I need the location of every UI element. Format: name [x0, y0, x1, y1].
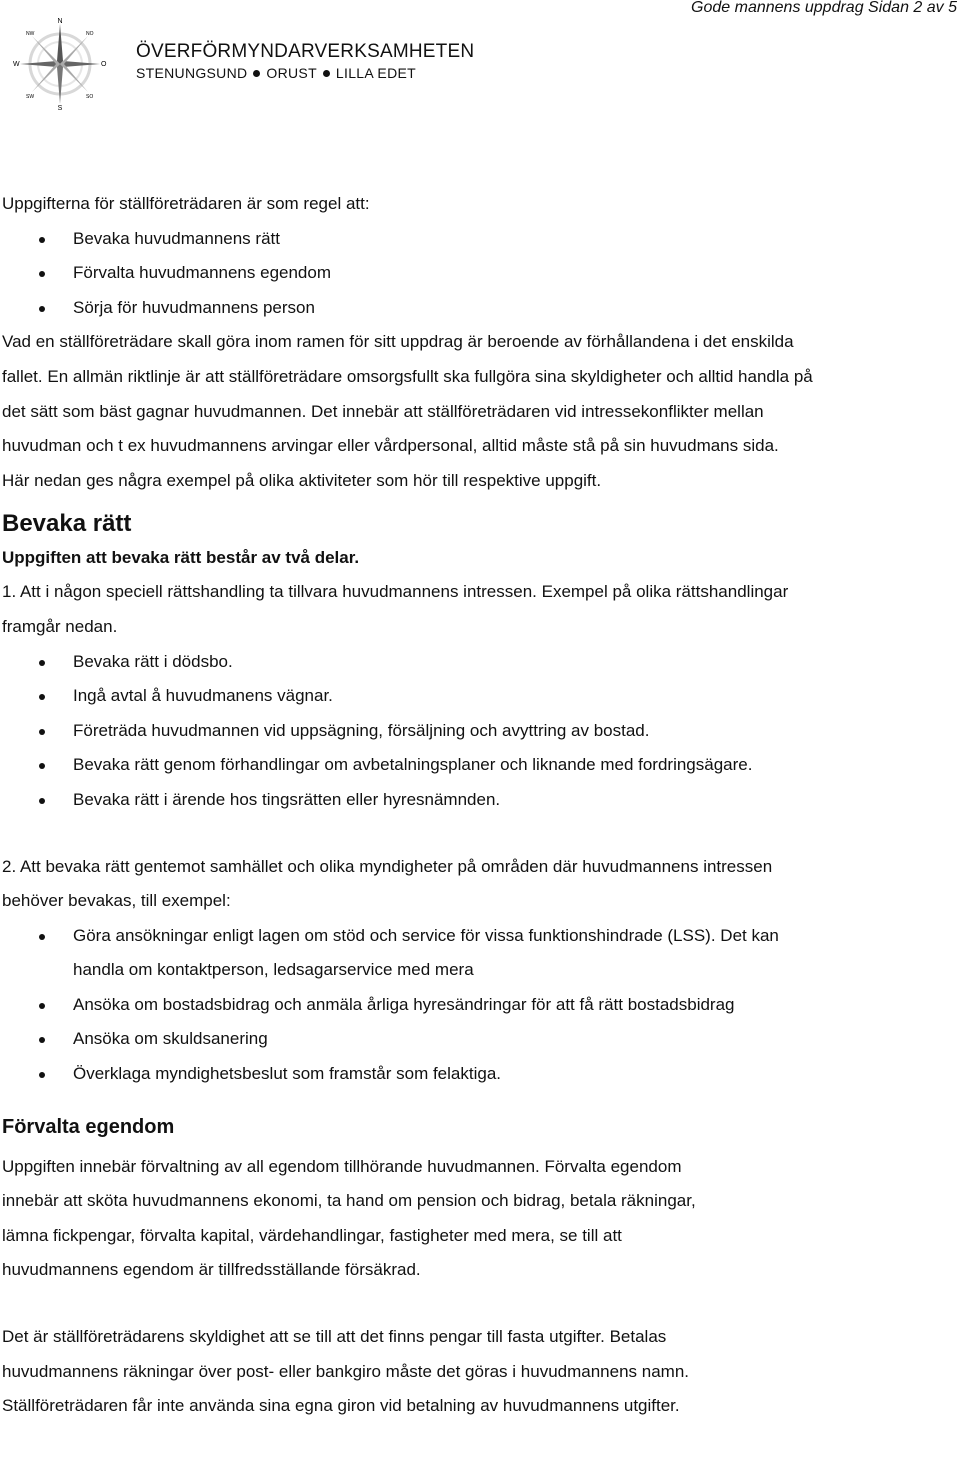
org-place: STENUNGSUND: [136, 65, 248, 81]
list-item: Bevaka rätt i ärende hos tingsrätten eller hyresnämnden.: [2, 783, 957, 818]
separator-dot: [323, 70, 330, 77]
list-item: Bevaka rätt i dödsbo.: [2, 645, 957, 680]
list-item: Överklaga myndighetsbeslut som framstår som felaktiga.: [2, 1057, 957, 1092]
compass-logo: [10, 18, 110, 110]
list-item: Ansöka om bostadsbidrag och anmäla årliga hyresändringar för att få rätt bostadsbidrag: [2, 988, 957, 1023]
compass-so: SO: [86, 94, 94, 100]
intro-line: Vad en ställföreträdare skall göra inom ramen för sitt uppdrag är beroende av förhållandena i det enskilda: [2, 332, 794, 352]
forvalta-line: Ställföreträdaren får inte använda sina egna giron vid betalning av huvudmannens utgifter.: [2, 1396, 680, 1416]
part1-line: 1. Att i någon speciell rättshandling ta tillvara huvudmannens intressen. Exempel på olika rättshandlingar: [2, 582, 789, 602]
part2-line: 2. Att bevaka rätt gentemot samhället och olika myndigheter på områden där huvudmannens intressen: [2, 856, 773, 876]
part1-line: framgår nedan.: [2, 616, 118, 636]
list-item: [2, 919, 957, 988]
section-subtitle-bevaka: Uppgiften att bevaka rätt består av två delar.: [2, 548, 360, 568]
intro-line: fallet. En allmän riktlinje är att ställföreträdare omsorgsfullt ska fullgöra sina skyldigheter och alltid handla på: [2, 366, 813, 386]
part2-line: behöver bevakas, till exempel:: [2, 891, 231, 911]
list-item-line: handla om kontaktperson, ledsagarservice med mera: [73, 960, 474, 980]
compass-w: W: [13, 61, 20, 68]
part1-list: [2, 645, 957, 818]
compass-n: N: [57, 18, 63, 25]
list-item: Bevaka rätt genom förhandlingar om avbetalningsplaner och liknande med fordringsägare.: [2, 748, 957, 783]
intro-line: det sätt som bäst gagnar huvudmannen. Det innebär att ställföreträdaren vid intressekonflikter mellan: [2, 401, 764, 421]
org-place: ORUST: [266, 65, 317, 81]
document-body: [2, 187, 957, 1424]
compass-nw: NW: [26, 31, 35, 37]
separator-dot: [253, 70, 260, 77]
compass-o: O: [101, 61, 107, 68]
list-item: Ansöka om skuldsanering: [2, 1022, 957, 1057]
compass-sw: SW: [26, 94, 35, 100]
forvalta-line: lämna fickpengar, förvalta kapital, värdehandlingar, fastigheter med mera, se till att: [2, 1225, 622, 1245]
forvalta-line: Det är ställföreträdarens skyldighet att se till att det finns pengar till fasta utgifter. Betalas: [2, 1327, 667, 1347]
list-item: Ingå avtal å huvudmanens vägnar.: [2, 679, 957, 714]
part2-list: [2, 919, 957, 1092]
list-item: Förvalta huvudmannens egendom: [2, 256, 957, 291]
forvalta-line: huvudmannens egendom är tillfredsställande försäkrad.: [2, 1260, 421, 1280]
intro-list: [2, 222, 957, 326]
intro-line: huvudman och t ex huvudmannens arvingar eller vårdpersonal, alltid måste stå på sin huvudmans sida.: [2, 436, 779, 456]
compass-s: S: [57, 105, 63, 110]
list-item: Bevaka huvudmannens rätt: [2, 222, 957, 257]
list-item: Sörja för huvudmannens person: [2, 291, 957, 326]
intro-heading: Uppgifterna för ställföreträdaren är som regel att:: [2, 194, 370, 213]
section-title-forvalta: Förvalta egendom: [2, 1115, 175, 1138]
forvalta-line: innebär att sköta huvudmannens ekonomi, ta hand om pension och bidrag, betala räkningar,: [2, 1191, 696, 1211]
forvalta-line: Uppgiften innebär förvaltning av all egendom tillhörande huvudmannen. Förvalta egendom: [2, 1156, 682, 1176]
compass-no: NO: [86, 31, 94, 37]
page-header: Gode mannens uppdrag Sidan 2 av 5: [691, 0, 957, 16]
section-title-bevaka: Bevaka rätt: [2, 510, 132, 538]
org-title: ÖVERFÖRMYNDARVERKSAMHETEN: [136, 41, 475, 62]
forvalta-line: huvudmannens räkningar över post- eller bankgiro måste det göras i huvudmannens namn.: [2, 1361, 690, 1381]
org-places: [136, 65, 416, 81]
org-place: LILLA EDET: [335, 65, 416, 81]
list-item-line: Göra ansökningar enligt lagen om stöd och service för vissa funktionshindrade (LSS). Det kan: [73, 925, 779, 945]
list-item: Företräda huvudmannen vid uppsägning, försäljning och avyttring av bostad.: [2, 714, 957, 749]
intro-line: Här nedan ges några exempel på olika aktiviteter som hör till respektive uppgift.: [2, 470, 602, 490]
